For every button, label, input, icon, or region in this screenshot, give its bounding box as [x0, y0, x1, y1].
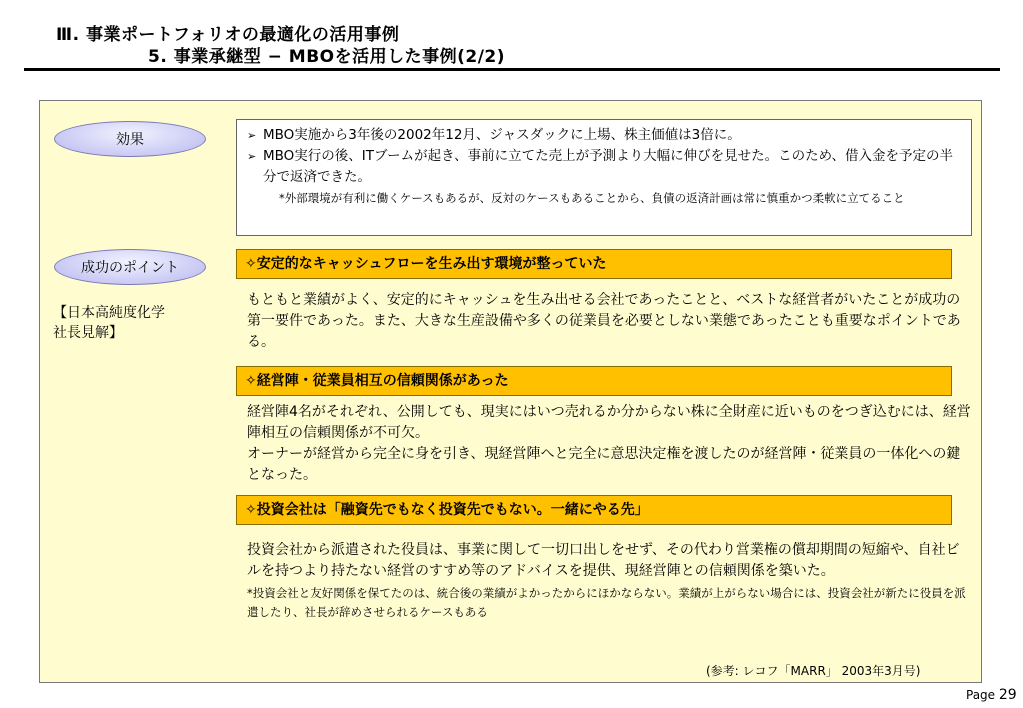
source-note [53, 303, 165, 343]
effect-item-text: MBO実行の後、ITブームが起き、事前に立てた売上が予測より大幅に伸びを見せた。このため、借入金を予定の半分で返済できた。 [263, 148, 954, 185]
effect-box [236, 119, 972, 236]
arrow-bullet-icon: ➢ [247, 129, 257, 142]
page-title-line2: 5. 事業承継型 − MBOを活用した事例(2/2) [148, 47, 506, 67]
page-number-value: 29 [998, 687, 1017, 703]
effect-label-pill [54, 121, 206, 157]
success-points-label: 成功のポイント [81, 260, 179, 276]
reference-citation: (参考: レコフ「MARR」 2003年3月号) [706, 664, 921, 678]
effect-bullet [247, 146, 963, 188]
effect-note: *外部環境が有利に働くケースもあるが、反対のケースもあることから、負債の返済計画は常に慎重かつ柔軟に立てること [279, 191, 905, 205]
point-body-investor [247, 540, 971, 622]
effect-label: 効果 [116, 132, 144, 148]
page-label: Page [966, 688, 996, 702]
point-investor-note: *投資会社と友好関係を保てたのは、統合後の業績がよかったからにほかならない。業績が上がらない場合には、投資会社が新たに役員を派遣したり、社長が辞めさせられるケースもある [247, 586, 966, 619]
page-number [966, 687, 1017, 703]
point-heading-trust: ✧経営陣・従業員相互の信頼関係があった [236, 366, 952, 396]
effect-bullet [247, 125, 963, 146]
point-body-cashflow: もともと業績がよく、安定的にキャッシュを生み出せる会社であったことと、ベストな経営者がいたことが成功の第一要件であった。また、大きな生産設備や多くの従業員を必要としない業態であったことも重要なポイントである。 [247, 292, 961, 350]
point-body-trust-para2: オーナーが経営から完全に身を引き、現経営陣へと完全に意思決定権を渡したのが経営陣・従業員の一体化への鍵となった。 [247, 446, 961, 483]
point-body-investor-para: 投資会社から派遣された役員は、事業に関して一切口出しをせず、その代わり営業権の償却期間の短縮や、自社ビルを持つより持たない経営のすすめ等のアドバイスを提供、現経営陣との信頼関係を築いた。 [247, 542, 960, 579]
source-note-text: 【日本高純度化学 社長見解】 [53, 305, 165, 341]
point-body-trust [247, 402, 971, 486]
point-heading-cashflow: ✧安定的なキャッシュフローを生み出す環境が整っていた [236, 249, 952, 279]
arrow-bullet-icon: ➢ [247, 150, 257, 163]
point-heading-investor: ✧投資会社は「融資先でもなく投資先でもない。一緒にやる先」 [236, 495, 952, 525]
effect-item-text: MBO実施から3年後の2002年12月、ジャスダックに上場、株主価値は3倍に。 [263, 127, 741, 143]
title-underline [24, 68, 1000, 71]
success-points-label-pill [54, 249, 206, 285]
page-title-line1: Ⅲ. 事業ポートフォリオの最適化の活用事例 [56, 25, 400, 45]
point-body-trust-para1: 経営陣4名がそれぞれ、公開しても、現実にはいつ売れるか分からない株に全財産に近いものをつぎ込むには、経営陣相互の信頼関係が不可欠。 [247, 404, 971, 441]
